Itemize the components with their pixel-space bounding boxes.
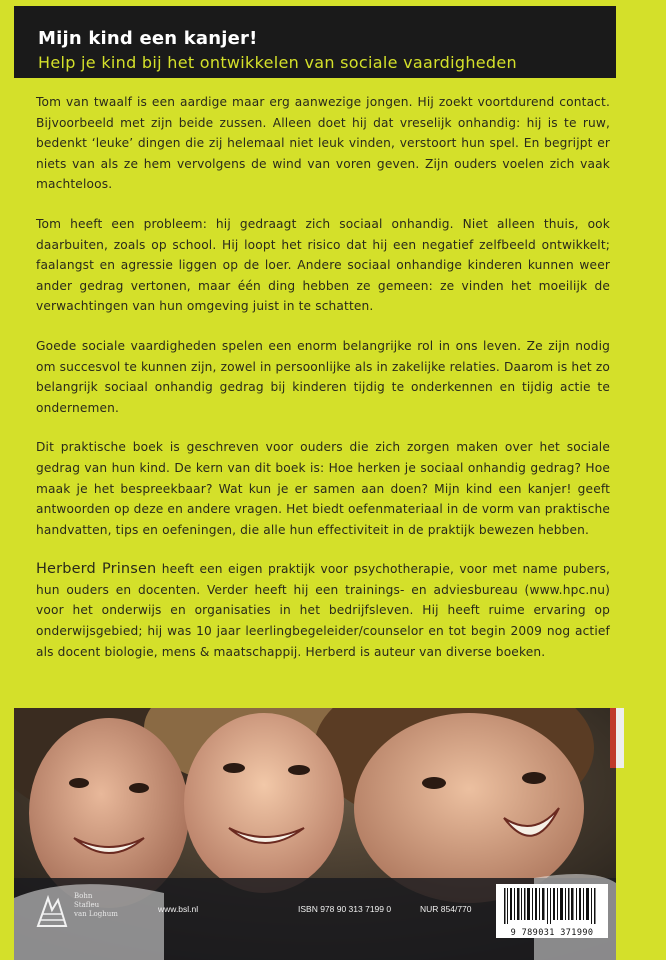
author-paragraph — [36, 559, 610, 662]
author-name: Herberd Prinsen — [36, 561, 157, 578]
barcode-number: 9 789031 371990 — [510, 928, 594, 938]
book-subtitle: Help je kind bij het ontwikkelen van sociale vaardigheden — [38, 53, 517, 72]
publisher-website: www.bsl.nl — [158, 904, 199, 914]
blurb-paragraph-1: Tom van twaalf is een aardige maar erg aanwezige jongen. Hij zoekt voortdurend contact. Bijvoorbeeld met zijn beide zussen. Alleen doet hij dat vreselijk onhandig: hij is te ruw, bedenkt ‘leuke’ dingen die zij helemaal niet leuk vinden, verstoort hun spel. En begrijpt er niets van als ze hem vervolgens de wind van voren geven. Zijn ouders voelen zich vaak machteloos. — [36, 95, 610, 192]
nur-code: NUR 854/770 — [420, 904, 472, 914]
blurb-paragraph-3: Goede sociale vaardigheden spelen een enorm belangrijke rol in ons leven. Ze zijn nodig om succesvol te kunnen zijn, zowel in persoonlijke als in zakelijke relaties. Daarom is het zo belangrijk sociaal onhandig gedrag bij kinderen tijdig te onderkennen en tijdig actie te ondernemen. — [36, 338, 610, 415]
publisher-line-3: van Loghum — [74, 910, 118, 918]
blurb-paragraph-4: Dit praktische boek is geschreven voor ouders die zich zorgen maken over het sociale gedrag van hun kind. De kern van dit boek is: Hoe herken je sociaal onhandig gedrag? Hoe maak je het bespreekbaar? Wat kun je er samen aan doen? Mijn kind een kanjer! geeft antwoorden op deze en andere vragen. Het biedt oefenmateriaal in de vorm van praktische handvatten, tips en oefeningen, die alle hun effectiviteit in de praktijk bewezen hebben. — [36, 440, 610, 537]
barcode-icon — [496, 884, 608, 926]
publisher-line-1: Bohn — [74, 892, 93, 900]
publisher-name — [74, 892, 118, 919]
publisher-line-2: Stafleu — [74, 901, 100, 909]
isbn-text: ISBN 978 90 313 7199 0 — [298, 904, 392, 914]
title-band — [14, 6, 616, 78]
barcode — [496, 884, 608, 938]
cover-footer — [14, 878, 616, 938]
book-title: Mijn kind een kanjer! — [38, 28, 258, 49]
blurb-paragraph-2: Tom heeft een probleem: hij gedraagt zich sociaal onhandig. Niet alleen thuis, ook daarbuiten, zoals op school. Hij loopt het risico dat hij een negatief zelfbeeld ontwikkelt; faalangst en agressie liggen op de loer. Andere sociaal onhandige kinderen kunnen weer ander gedrag vertonen, maar één ding hebben ze gemeen: ze vinden het moeilijk de verwachtingen van hun omgeving juist in te schatten. — [36, 216, 610, 314]
photo-edge-strip — [616, 708, 624, 768]
publisher-logo-icon — [34, 892, 70, 937]
blurb-text — [36, 92, 610, 681]
author-bio: heeft een eigen praktijk voor psychotherapie, voor met name pubers, hun ouders en docenten. Verder heeft hij een trainings- en adviesbureau (www.hpc.nu) voor het onderwijs en organisaties in het bedrijfsleven. Hij heeft ruime ervaring op onderwijsgebied; hij was 10 jaar leerlingbegeleider/counselor en tot begin 2009 nog actief als docent biologie, mens & maatschappij. Herberd is auteur van diverse boeken. — [36, 562, 610, 659]
